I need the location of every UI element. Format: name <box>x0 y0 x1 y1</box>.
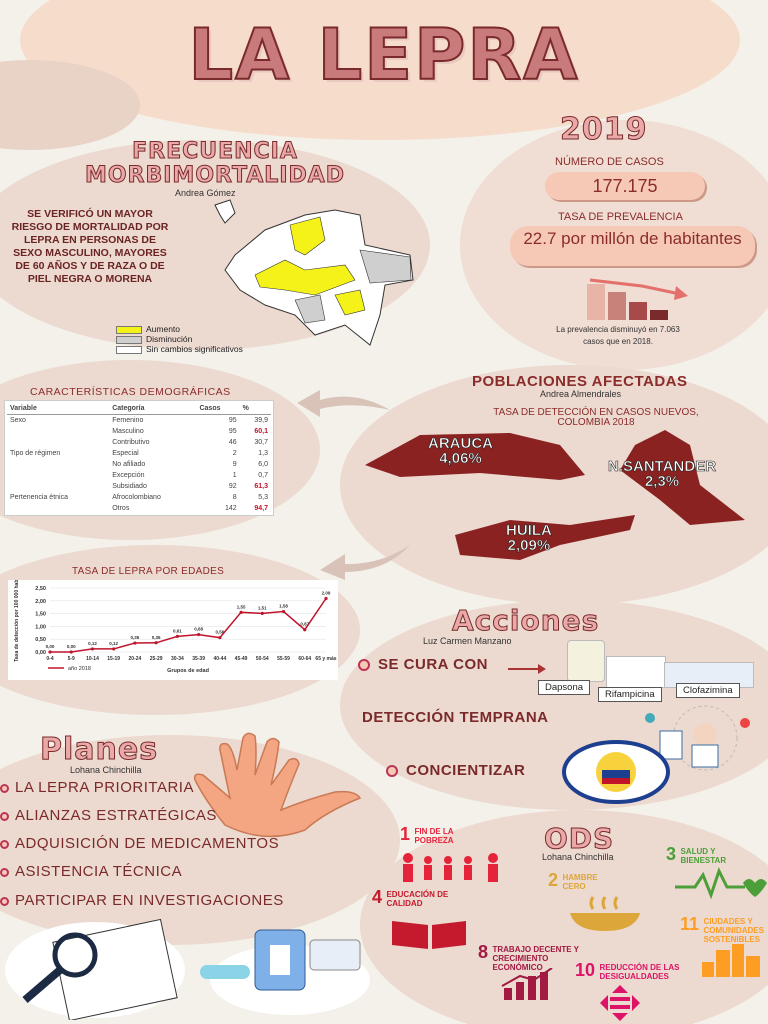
data-point <box>176 635 179 638</box>
legend-label: año 2018 <box>68 666 91 672</box>
data-label: 0,12 <box>88 640 97 646</box>
table-cell-categoria: Afrocolombiano <box>112 494 161 501</box>
demografia-table-card <box>4 400 274 516</box>
table-cell-categoria: Excepción <box>112 472 145 479</box>
data-label: 0,00 <box>66 644 76 649</box>
table-cell-pct: 30,7 <box>254 439 268 446</box>
table-row <box>7 426 271 437</box>
table-row <box>7 415 271 427</box>
table-cell-pct: 1,3 <box>258 450 268 457</box>
table-cell-pct: 5,3 <box>258 494 268 501</box>
x-tick-label: 60-64 <box>298 656 312 662</box>
data-label: 0,61 <box>173 628 182 634</box>
table-row <box>7 503 271 514</box>
y-tick-label: 0,00 <box>35 650 46 656</box>
regions-map <box>360 425 760 570</box>
data-label: 0,68 <box>194 626 203 632</box>
city-buildings-icon <box>700 942 766 977</box>
table-cell-casos: 9 <box>232 461 237 468</box>
data-point <box>70 650 73 653</box>
table-cell-casos: 2 <box>232 450 237 457</box>
table-cell-variable <box>7 470 109 481</box>
table-header: % <box>240 403 271 415</box>
cases-value: 177.175 <box>545 172 705 200</box>
y-axis-label: Tasa de detección por 100 000 hab. <box>14 580 20 662</box>
ods-author: Lohana Chinchilla <box>542 852 614 862</box>
data-label: 0,12 <box>109 640 119 646</box>
frecuencia-title-line2: MORBIMORTALIDAD <box>84 163 346 188</box>
table-cell-casos: 95 <box>228 417 237 424</box>
y-tick-label: 0,50 <box>35 637 46 644</box>
dapsona-image <box>567 640 605 682</box>
bullet-icon <box>0 812 9 821</box>
poblaciones-subtitle: TASA DE DETECCIÓN EN CASOS NUEVOS, COLOMBIA 2018 <box>493 407 699 428</box>
accion-item-concientizar: CONCIENTIZAR <box>386 762 525 779</box>
data-point <box>48 650 51 653</box>
table-cell-variable <box>7 437 109 448</box>
table-cell-variable <box>7 503 109 514</box>
ods-goal-10: 10 REDUCCIÓN DE LAS DESIGUALDADES <box>575 960 680 981</box>
table-cell-pct: 94,7 <box>254 505 268 512</box>
plan-item-1: LA LEPRA PRIORITARIA <box>0 779 194 796</box>
inequality-reduction-icon <box>600 985 640 1021</box>
x-tick-label: 20-24 <box>128 656 142 662</box>
rifampicina-image <box>606 656 666 688</box>
x-tick-label: 15-19 <box>107 656 121 662</box>
frecuencia-title-line1: FRECUENCIA <box>132 139 298 164</box>
table-cell-variable <box>7 426 109 437</box>
ods-goal-11: 11 CIUDADES Y COMUNIDADES SOSTENIBLES <box>680 914 764 944</box>
plan-item-2: ALIANZAS ESTRATÉGICAS <box>0 807 217 824</box>
x-tick-label: 25-29 <box>149 656 163 662</box>
ods-goal-1: 1 FIN DE LA POBREZA <box>400 824 454 845</box>
x-tick-label: 5-9 <box>67 656 75 662</box>
x-tick-label: 0-4 <box>46 656 54 662</box>
prevalence-value: 22.7 por millón de habitantes <box>510 226 755 266</box>
x-tick-label: 45-49 <box>234 656 248 662</box>
table-row <box>7 459 271 470</box>
chart-title: TASA DE LEPRA POR EDADES <box>72 566 225 577</box>
table-cell-variable: Pertenencia étnica <box>10 494 68 501</box>
age-line-chart <box>8 580 338 680</box>
prevalence-bar-chart-icon <box>582 272 697 322</box>
poblaciones-author: Andrea Almendrales <box>540 389 622 399</box>
prevalence-note: La prevalencia disminuyó en 7.063 casos que en 2018. <box>556 325 680 346</box>
data-label: 2,09 <box>321 590 331 596</box>
ods-goal-3: 3 SALUD Y BIENESTAR <box>666 844 727 865</box>
table-row <box>7 470 271 481</box>
data-label: 1,55 <box>236 604 246 610</box>
x-tick-label: 10-14 <box>86 656 99 662</box>
data-point <box>261 612 264 615</box>
table-cell-pct: 6,0 <box>258 461 268 468</box>
bullet-icon <box>0 784 9 793</box>
data-point <box>324 597 327 600</box>
table-cell-pct: 39,9 <box>254 417 268 424</box>
table-row <box>7 448 271 459</box>
table-cell-casos: 8 <box>232 494 237 501</box>
bullet-icon <box>0 897 9 906</box>
table-cell-casos: 92 <box>228 483 237 490</box>
arrow-left-icon <box>295 385 395 420</box>
table-cell-variable <box>7 459 109 470</box>
table-cell-casos: 46 <box>228 439 237 446</box>
bullet-icon <box>0 840 9 849</box>
frecuencia-author: Andrea Gómez <box>175 188 236 198</box>
table-cell-pct: 61,3 <box>254 483 268 490</box>
table-cell-variable: Tipo de régimen <box>10 450 61 457</box>
planes-title: Planes <box>40 732 159 767</box>
chart-card <box>8 580 338 680</box>
plan-item-3: ADQUISICIÓN DE MEDICAMENTOS <box>0 835 279 852</box>
poverty-family-icon <box>398 852 508 884</box>
data-point <box>282 610 285 613</box>
economic-growth-icon <box>500 968 560 1000</box>
data-point <box>218 636 221 639</box>
stats-year: 2019 <box>560 112 648 147</box>
region-huila: HUILA 2,09% <box>506 522 552 554</box>
data-point <box>197 633 200 636</box>
table-cell-casos: 1 <box>232 472 237 479</box>
data-label: 1,51 <box>257 605 267 611</box>
demografia-title: CARACTERÍSTICAS DEMOGRÁFICAS <box>30 386 231 398</box>
table-cell-categoria: Otros <box>112 505 130 512</box>
bullet-icon <box>358 659 370 671</box>
data-label: 0,00 <box>45 644 55 649</box>
table-header: Casos <box>196 403 239 415</box>
y-tick-label: 2,50 <box>35 586 46 592</box>
table-cell-categoria: Femenino <box>112 417 144 424</box>
y-tick-label: 2,00 <box>35 598 46 605</box>
region-arauca: ARAUCA 4,06% <box>428 435 493 467</box>
arrow-right-icon <box>508 663 548 675</box>
education-book-icon <box>388 915 473 950</box>
accion-item-deteccion: DETECCIÓN TEMPRANA <box>362 709 549 726</box>
table-header: Variable <box>7 403 109 415</box>
data-point <box>133 641 136 644</box>
planes-author: Lohana Chinchilla <box>70 765 142 775</box>
data-label: 0,87 <box>300 621 310 627</box>
page-title: LA LEPRA <box>188 14 580 96</box>
colombia-seal-logo <box>562 740 670 804</box>
data-point <box>155 641 158 644</box>
table-cell-pct: 0,7 <box>258 472 268 479</box>
data-label: 1,58 <box>279 603 288 609</box>
x-tick-label: 50-54 <box>255 656 269 662</box>
x-tick-label: 30-34 <box>170 656 184 662</box>
x-tick-label: 40-44 <box>213 656 227 662</box>
x-tick-label: 65 y más <box>315 656 337 662</box>
table-cell-categoria: No afiliado <box>112 461 146 468</box>
ods-title: ODS <box>544 822 615 855</box>
table-row <box>7 481 271 492</box>
acciones-author: Luz Carmen Manzano <box>423 636 512 646</box>
plan-item-4: ASISTENCIA TÉCNICA <box>0 863 182 880</box>
drug-label-clofazimina: Clofazimina <box>676 683 740 698</box>
table-cell-categoria: Contributivo <box>112 439 150 446</box>
x-tick-label: 35-39 <box>192 656 206 662</box>
table-cell-variable <box>7 481 109 492</box>
data-label: 0,56 <box>215 629 225 635</box>
table-cell-casos: 95 <box>228 428 237 435</box>
accion-item-cura: SE CURA CON <box>358 656 488 673</box>
ods-goal-2: 2 HAMBRE CERO <box>548 870 598 891</box>
table-row <box>7 437 271 448</box>
frecuencia-title <box>10 140 420 188</box>
table-cell-casos: 142 <box>224 505 237 512</box>
plan-item-5: PARTICIPAR EN INVESTIGACIONES <box>0 892 284 909</box>
region-nsantander: N.SANTANDER 2,3% <box>608 458 717 490</box>
ods-goal-4: 4 EDUCACIÓN DE CALIDAD <box>372 887 449 908</box>
data-point <box>303 628 306 631</box>
ods-goal-8: 8 TRABAJO DECENTE Y CRECIMIENTO ECONÓMICO <box>478 942 579 972</box>
data-label: 0,35 <box>130 635 140 641</box>
bullet-icon <box>386 765 398 777</box>
bullet-icon <box>0 868 9 877</box>
table-cell-categoria: Especial <box>112 450 139 457</box>
table-cell-variable: Sexo <box>10 417 26 424</box>
research-and-medicine-illustration <box>0 910 370 1020</box>
cases-label: NÚMERO DE CASOS <box>555 156 664 168</box>
frecuencia-text: SE VERIFICÓ UN MAYOR RIESGO DE MORTALIDAD POR LEPRA EN PERSONAS DE SEXO MASCULINO, MAYORES DE 60 AÑOS Y DE RAZA O DE PIEL NEGRA O MORENA <box>11 208 169 285</box>
poblaciones-title: POBLACIONES AFECTADAS <box>472 373 688 390</box>
demografia-table <box>7 403 271 514</box>
prevalence-label: TASA DE PREVALENCIA <box>558 211 683 223</box>
legend-item-disminucion: Disminución <box>116 334 243 344</box>
map-legend <box>116 324 243 354</box>
legend-item-sin-cambios: Sin cambios significativos <box>116 344 243 354</box>
data-point <box>91 647 94 650</box>
data-label: 0,36 <box>151 634 161 640</box>
drug-label-dapsona: Dapsona <box>538 680 590 695</box>
data-point <box>112 647 115 650</box>
drug-label-rifampicina: Rifampicina <box>598 687 662 702</box>
table-row <box>7 492 271 503</box>
food-bowl-icon <box>565 893 645 933</box>
table-cell-pct: 60,1 <box>254 428 268 435</box>
x-tick-label: 55-59 <box>277 656 290 662</box>
y-tick-label: 1,50 <box>35 611 46 618</box>
legend-item-aumento: Aumento <box>116 324 243 334</box>
table-header: Categoría <box>109 403 196 415</box>
data-point <box>239 611 242 614</box>
health-heartbeat-icon <box>675 865 768 900</box>
y-tick-label: 1,00 <box>35 624 46 631</box>
acciones-title: Acciones <box>452 604 600 637</box>
table-cell-categoria: Masculino <box>112 428 144 435</box>
x-axis-label: Grupos de edad <box>167 668 209 674</box>
table-cell-categoria: Subsidiado <box>112 483 147 490</box>
